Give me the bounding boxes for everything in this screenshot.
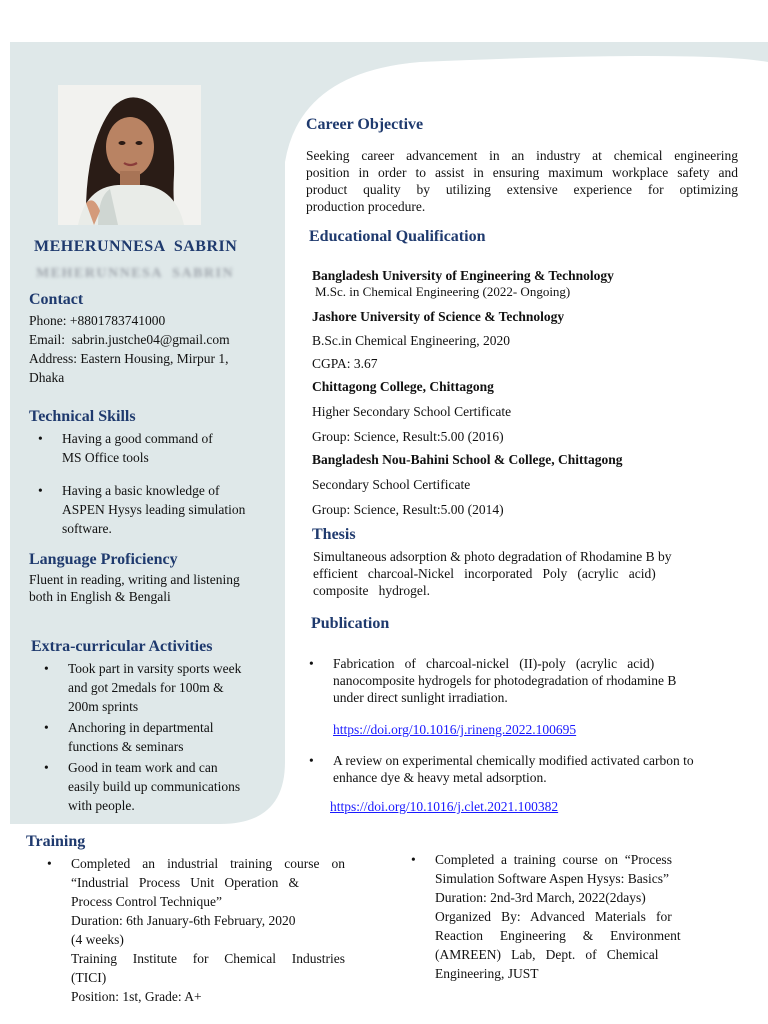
training-right: • Completed a training course on “Process Simulation Software Aspen Hysys: Basics” Duration: 2nd-3rd March, 2022(2days) Organized By: Advanced Materials for Reaction Engineering & Environment (AMREEN) Lab, Dept. of Chemical Engineering, JUST [411,852,681,981]
training-heading: Training [26,833,86,850]
publication-item: • Fabrication of charcoal-nickel (II)-poly (acrylic acid) nanocomposite hydrogels for photodegradation of rhodamine B under direct sunlight irradiation. https://doi.org/10.1016/j.rineng.2022.100695 [309,656,677,737]
bullet-icon: • [47,856,52,871]
contact-email: Email: sabrin.justche04@gmail.com [29,332,230,347]
publication-list [309,655,753,815]
skill-item: • Having a basic knowledge of ASPEN Hysys leading simulation software. [38,483,246,536]
bullet-icon: • [38,431,43,446]
career-heading: Career Objective [306,116,424,133]
skill-item: • Having a good command of MS Office tools [38,431,213,465]
bullet-icon: • [309,656,314,671]
language-text: Fluent in reading, writing and listening both in English & Bengali [29,572,240,604]
contact-block [29,311,279,387]
edu-degree: Higher Secondary School Certificate [312,404,512,419]
bullet-icon: • [309,753,314,768]
bullet-icon: • [44,720,49,735]
thesis-heading: Thesis [312,526,356,543]
profile-name-watermark: MEHERUNNESA SABRIN [36,266,235,281]
publication-link[interactable]: https://doi.org/10.1016/j.clet.2021.100382 [330,799,559,814]
bullet-icon: • [411,852,416,867]
edu-result: Group: Science, Result:5.00 (2014) [312,502,504,517]
activity-item: • Anchoring in departmental functions & seminars [44,720,214,754]
publication-link[interactable]: https://doi.org/10.1016/j.rineng.2022.100695 [333,722,577,737]
profile-name: MEHERUNNESA SABRIN [34,238,238,255]
education-list [312,267,752,518]
activity-item: • Good in team work and can easily build up communications with people. [44,760,241,813]
edu-institution: Chittagong College, Chittagong [312,379,494,394]
publication-heading: Publication [311,615,390,632]
edu-institution: Bangladesh Nou-Bahini School & College, Chittagong [312,452,623,467]
technical-skills-list [38,429,282,538]
edu-result: Group: Science, Result:5.00 (2016) [312,429,504,444]
edu-degree: Secondary School Certificate [312,477,471,492]
edu-degree: M.Sc. in Chemical Engineering (2022- Ongoing) [315,284,571,299]
training-left: • Completed an industrial training course on “Industrial Process Unit Operation & Process Control Technique” Duration: 6th January-6th February, 2020 (4 weeks) Training Institute for Chemical Industries (TICI) Position: 1st, Grade: A+ [47,856,345,1004]
edu-cgpa: CGPA: 3.67 [312,356,378,371]
profile-photo [58,85,201,225]
bullet-icon: • [44,760,49,775]
edu-degree: B.Sc.in Chemical Engineering, 2020 [312,333,510,348]
language-heading: Language Proficiency [29,551,178,568]
contact-address: Address: Eastern Housing, Mirpur 1, [29,351,229,366]
edu-institution: Jashore University of Science & Technology [312,309,565,324]
activity-item: • Took part in varsity sports week and got 2medals for 100m & 200m sprints [44,661,242,714]
extra-list [44,659,280,815]
contact-phone: Phone: +8801783741000 [29,313,166,328]
extra-heading: Extra-curricular Activities [31,638,213,655]
contact-heading: Contact [29,291,84,308]
bullet-icon: • [38,483,43,498]
edu-institution: Bangladesh University of Engineering & Technology [312,268,614,283]
technical-skills-heading: Technical Skills [29,408,136,425]
thesis-text: Simultaneous adsorption & photo degradation of Rhodamine B by efficient charcoal-Nickel incorporated Poly (acrylic acid) composite hydrogel. [313,549,672,598]
contact-address-city: Dhaka [29,370,65,385]
education-heading: Educational Qualification [309,228,486,245]
publication-item: • A review on experimental chemically modified activated carbon to enhance dye & heavy metal adsorption. https://doi.org/10.1016/j.clet.2021.100382 [309,753,694,814]
career-text: Seeking career advancement in an industry at chemical engineering position in order to assist in ensuring maximum workplace safety and product quality by utilizing extensive experience for optimizing production procedure. [306,148,738,214]
bullet-icon: • [44,661,49,676]
